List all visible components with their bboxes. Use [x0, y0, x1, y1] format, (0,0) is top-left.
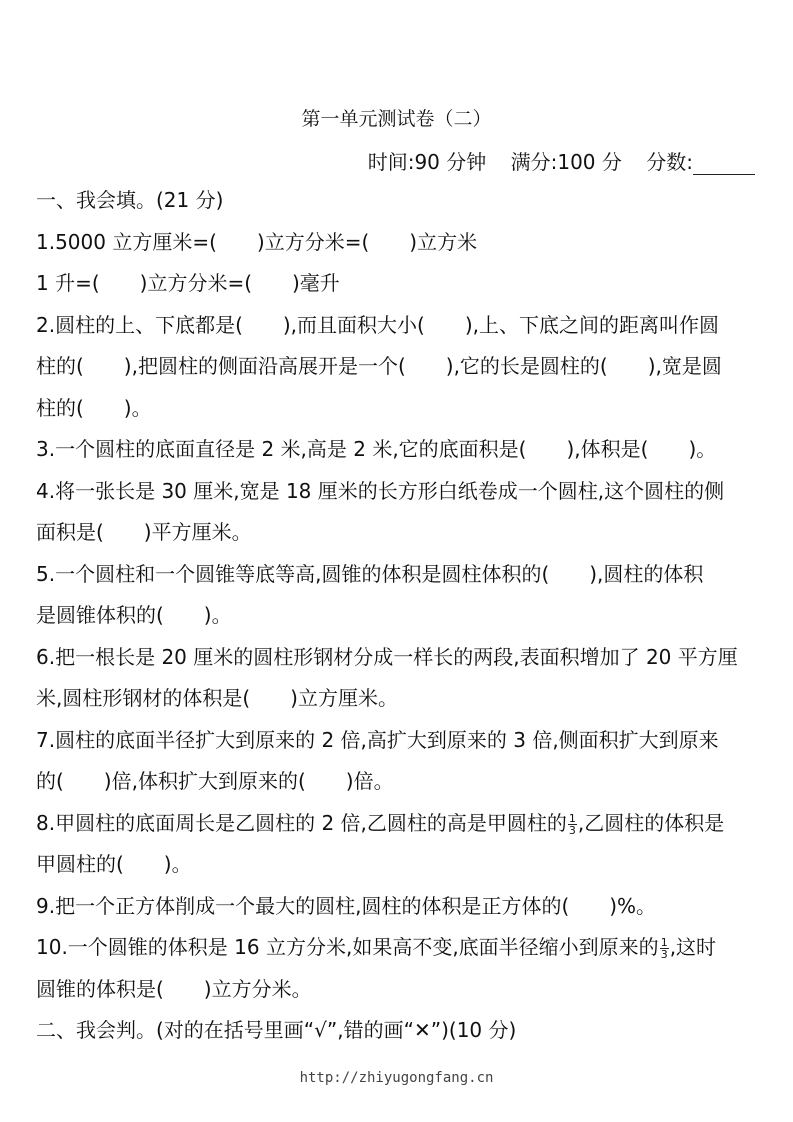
question-line: 3.一个圆柱的底面直径是 2 米,高是 2 米,它的底面积是( ),体积是( )。	[36, 437, 717, 461]
exam-meta	[350, 146, 755, 175]
question-line: 米,圆柱形钢材的体积是( )立方厘米。	[36, 686, 398, 710]
frac-denominator: 3	[660, 948, 668, 961]
score-label: 分数:	[646, 150, 693, 174]
question-line: 1 升=( )立方分米=( )毫升	[36, 271, 340, 295]
frac-numerator: 1	[660, 936, 668, 949]
question-line: 2.圆柱的上、下底都是( ),而且面积大小( ),上、下底之间的距离叫作圆	[36, 312, 720, 337]
question-line: 的( )倍,体积扩大到原来的( )倍。	[36, 769, 394, 793]
q10-text-a: 10.一个圆锥的体积是 16 立方分米,如果高不变,底面半径缩小到原来的	[36, 935, 659, 959]
question-line: 9.把一个正方体削成一个最大的圆柱,圆柱的体积是正方体的( )%。	[36, 893, 657, 918]
q8-text-b: ,乙圆柱的体积是	[577, 810, 725, 835]
time-limit: 时间:90 分钟	[367, 150, 487, 174]
section-2-heading: 二、我会判。(对的在括号里画“√”,错的画“✕”)(10 分)	[36, 1018, 517, 1042]
question-10-line-1	[36, 927, 758, 969]
question-line: 6.把一根长是 20 厘米的圆柱形钢材分成一样长的两段,表面积增加了 20 平方厘	[36, 644, 738, 669]
footer-url: http://zhiyugongfang.cn	[299, 1070, 494, 1086]
question-line: 5.一个圆柱和一个圆锥等底等高,圆锥的体积是圆柱体积的( ),圆柱的体积	[36, 561, 704, 586]
score-blank	[693, 154, 755, 175]
question-line: 甲圆柱的( )。	[36, 852, 192, 876]
q8-text-a: 8.甲圆柱的底面周长是乙圆柱的 2 倍,乙圆柱的高是甲圆柱的	[36, 810, 567, 835]
question-line: 1.5000 立方厘米=( )立方分米=( )立方米	[36, 229, 478, 254]
question-8-line-1	[36, 803, 758, 845]
fraction-one-third	[568, 813, 577, 836]
section-1-heading: 一、我会填。(21 分)	[36, 188, 224, 212]
full-score: 满分:100 分	[510, 150, 622, 174]
question-line: 柱的( )。	[36, 395, 152, 420]
frac-numerator: 1	[568, 811, 576, 825]
question-line: 是圆锥体积的( )。	[36, 603, 232, 627]
question-line: 柱的( ),把圆柱的侧面沿高展开是一个( ),它的长是圆柱的( ),宽是圆	[36, 354, 722, 378]
q10-text-b: ,这时	[669, 935, 717, 959]
question-content	[36, 180, 758, 1052]
fraction-one-third	[660, 937, 669, 960]
frac-denominator: 3	[568, 823, 576, 837]
question-line: 4.将一张长是 30 厘米,宽是 18 厘米的长方形白纸卷成一个圆柱,这个圆柱的侧	[36, 478, 725, 503]
page-title: 第一单元测试卷（二）	[301, 108, 492, 130]
question-line: 圆锥的体积是( )立方分米。	[36, 976, 312, 1001]
question-line: 面积是( )平方厘米。	[36, 520, 252, 544]
question-line: 7.圆柱的底面半径扩大到原来的 2 倍,高扩大到原来的 3 倍,侧面积扩大到原来	[36, 727, 719, 752]
